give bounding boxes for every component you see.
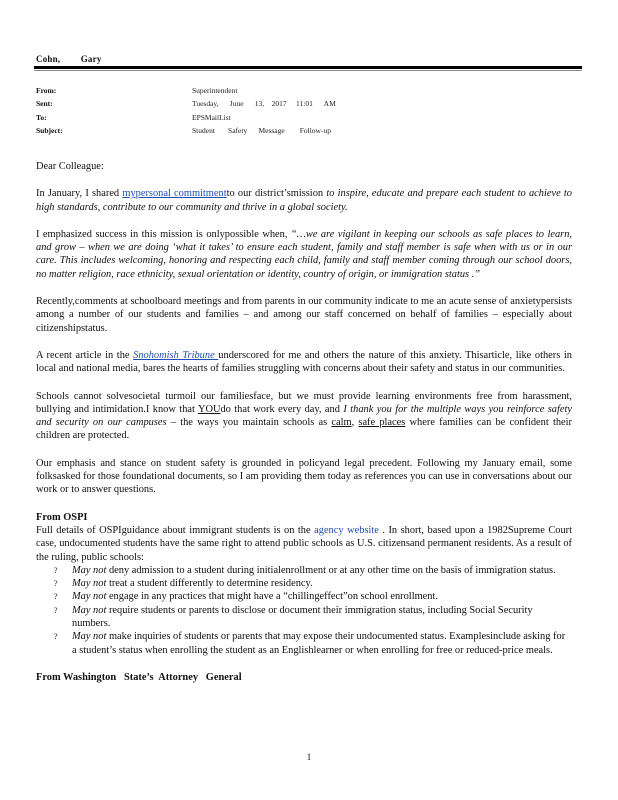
- may-not-emphasis: May not: [72, 631, 107, 643]
- you-emphasis: YOU: [197, 403, 221, 415]
- paragraph-2: [36, 228, 572, 281]
- page-number: 1: [306, 752, 312, 762]
- email-body: [36, 160, 572, 684]
- paragraph-4: [36, 349, 572, 376]
- may-not-emphasis: May not: [72, 564, 107, 576]
- meta-row-subject: [36, 124, 336, 137]
- bullet-glyph: ?: [54, 632, 58, 642]
- text: Full details of OSPIguidance about immigrant students is on the: [36, 524, 315, 536]
- meta-value: Tuesday, June 13, 2017 11:01 AM: [192, 99, 336, 109]
- list-item: [54, 604, 572, 631]
- meta-label: From:: [36, 86, 57, 95]
- list-item-text: make inquiries of students or parents that may expose their undocumented status. Examplesinclude asking for a student’s status when enrolling the student as an Englishlearner or when enrolling for free or reduced-price meals.: [72, 631, 566, 656]
- text: underscored for me and others the nature of this anxiety. Thisarticle, like others in local and national media, bares the hearts of families struggling with concerns about their safety and status in our communities.: [36, 349, 572, 375]
- meta-row-from: [36, 84, 336, 97]
- ospi-rules-list: [36, 564, 572, 657]
- list-item-text: deny admission to a student during initialenrollment or at any other time on the basis of immigration status.: [106, 564, 556, 576]
- paragraph-3: Recently,comments at schoolboard meetings and from parents in our community indicate to me an acute sense of anxietypersists among a number of our students and families – and among our staff concerned on behalf of families – especially about citizenshipstatus.: [36, 296, 572, 334]
- meta-row-to: [36, 111, 336, 124]
- paragraph-1: [36, 187, 572, 214]
- text: I emphasized success in this mission is onlypossible when,: [36, 228, 291, 240]
- paragraph-6: Our emphasis and stance on student safety is grounded in policyand legal precedent. Following my January email, some folksasked for those foundational documents, so I am providing them today as references you can use in conversations about our work or to answer questions.: [36, 457, 572, 496]
- list-item-text: require students or parents to disclose or document their immigration status, including Social Security numbers.: [72, 604, 533, 630]
- email-meta: [36, 84, 336, 138]
- list-item: [54, 577, 572, 590]
- header-rule-thin: [34, 70, 582, 71]
- text: to our district’smission: [226, 188, 327, 200]
- sender-first-name: Gary: [80, 54, 102, 64]
- sender-last-name: Cohn,: [36, 54, 61, 64]
- bullet-glyph: ?: [54, 592, 58, 602]
- bullet-glyph: ?: [54, 565, 58, 575]
- snohomish-tribune-link[interactable]: Snohomish Tribune: [133, 349, 219, 361]
- text: In January, I shared: [36, 188, 123, 200]
- meta-row-sent: [36, 97, 336, 110]
- bullet-glyph: ?: [54, 579, 58, 589]
- mission-text: to inspire, educate and prepare each student to achieve to high standards, contribute to our community and thrive in a global society.: [36, 188, 572, 213]
- list-item: [54, 564, 572, 577]
- text: do that work every day, and: [220, 403, 344, 415]
- personal-commitment-link[interactable]: mypersonal commitment: [122, 188, 227, 200]
- text: Schools cannot solvesocietal turmoil our familiesface, but we must provide learning environments free from harassment, bullying and intimidation.I know that: [36, 390, 572, 415]
- may-not-emphasis: May not: [72, 578, 107, 590]
- list-item: [54, 630, 572, 657]
- salutation: Dear Colleague:: [36, 161, 104, 172]
- list-item: [54, 590, 572, 603]
- meta-value: Superintendent: [192, 86, 238, 95]
- may-not-emphasis: May not: [72, 604, 107, 616]
- sender-name: [36, 54, 120, 64]
- bullet-glyph: ?: [54, 605, 58, 615]
- quote-text: “…we are vigilant in keeping our schools as safe places to learn, and grow – when we are doing ‘what it takes’ to ensure each student, family and staff member is safe when with us or in our care. This includes welcoming, honoring and respecting each child, family and staff member coming through our school doors, no matter religion, race ethnicity, sexual orientation or identity, country of origin, or immigration status .”: [36, 228, 572, 280]
- text: where families can be confident their children are protected.: [36, 417, 573, 442]
- meta-value: EPSMailList: [192, 112, 231, 122]
- paragraph-5: [36, 390, 572, 443]
- attorney-general-heading: From Washington State’s Attorney General: [36, 671, 242, 683]
- ospi-heading: From OSPI: [36, 511, 88, 523]
- text: . In short, based upon a 1982Supreme Court case, undocumented students have the same right to attend public schools as U.S. citizensand permanent residents. As a result of the ruling, public schools:: [36, 524, 572, 563]
- text: ,: [351, 417, 359, 429]
- safe-places-emphasis: safe places: [358, 417, 406, 429]
- ospi-paragraph: [36, 524, 572, 564]
- header-rule: [34, 66, 582, 69]
- text: – the ways you maintain schools as: [166, 417, 332, 429]
- thanks-text: I thank you for the multiple ways you reinforce safety and security on our campuses: [36, 403, 572, 429]
- meta-label: To:: [36, 112, 47, 122]
- agency-website-link[interactable]: agency website: [314, 524, 379, 536]
- calm-emphasis: calm: [331, 417, 352, 429]
- may-not-emphasis: May not: [72, 591, 107, 603]
- list-item-text: treat a student differently to determine residency.: [106, 578, 313, 590]
- meta-value: Student Safety Message Follow-up: [192, 126, 331, 136]
- meta-label: Subject:: [36, 126, 63, 136]
- text: A recent article in the: [36, 349, 134, 361]
- list-item-text: engage in any practices that might have a “chillingeffect”on school enrollment.: [106, 591, 438, 603]
- meta-label: Sent:: [36, 99, 53, 109]
